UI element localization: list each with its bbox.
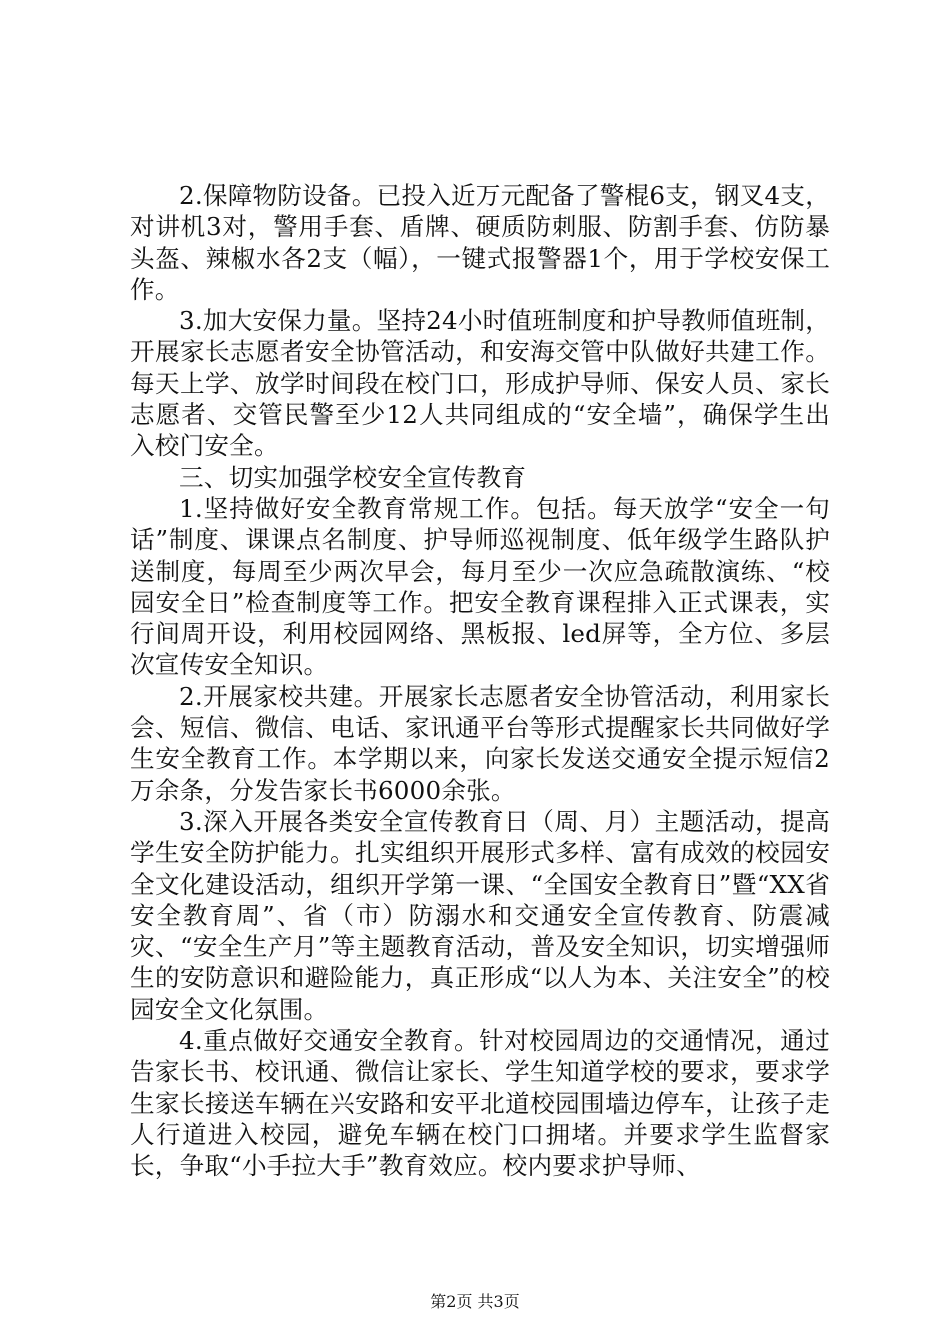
paragraph-security-staffing: 3.加大安保力量。坚持24小时值班制度和护导教师值班制，开展家长志愿者安全协管活动，和安海交管中队做好共建工作。每天上学、放学时间段在校门口，形成护导师、保安人员、家长志愿者、交管民警至少12人共同组成的“安全墙”，确保学生出入校门安全。: [130, 306, 830, 461]
paragraph-physical-security-equipment: 2.保障物防设备。已投入近万元配备了警棍6支，钢叉4支，对讲机3对，警用手套、盾牌、硬质防刺服、防割手套、仿防暴头盔、辣椒水各2支（幅），一键式报警器1个，用于学校安保工作。: [130, 181, 830, 304]
paragraph-home-school-cooperation: 2.开展家校共建。开展家长志愿者安全协管活动，利用家长会、短信、微信、电话、家讯通平台等形式提醒家长共同做好学生安全教育工作。本学期以来，向家长发送交通安全提示短信2万余条，分发告家长书6000余张。: [130, 681, 830, 805]
document-body: [130, 180, 830, 1182]
paragraph-routine-safety-education: 1.坚持做好安全教育常规工作。包括。每天放学“安全一句话”制度、课课点名制度、护导师巡视制度、低年级学生路队护送制度，每周至少两次早会，每月至少一次应急疏散演练、“校园安全日”检查制度等工作。把安全教育课程排入正式课表，实行间周开设，利用校园网络、黑板报、led屏等，全方位、多层次宣传安全知识。: [130, 493, 830, 680]
page-footer: 第2页 共3页: [430, 1292, 520, 1311]
paragraph-traffic-safety-education: 4.重点做好交通安全教育。针对校园周边的交通情况，通过告家长书、校讯通、微信让家长、学生知道学校的要求，要求学生家长接送车辆在兴安路和安平北道校园围墙边停车，让孩子走人行道进入校园，避免车辆在校门口拥堵。并要求学生监督家长，争取“小手拉大手”教育效应。校内要求护导师、: [130, 1026, 830, 1181]
section-heading-safety-education: 三、切实加强学校安全宣传教育: [179, 462, 527, 492]
paragraph-theme-activities: 3.深入开展各类安全宣传教育日（周、月）主题活动，提高学生安全防护能力。扎实组织开展形式多样、富有成效的校园安全文化建设活动，组织开学第一课、“全国安全教育日”暨“XX省安全教育周”、省（市）防溺水和交通安全宣传教育、防震减灾、“安全生产月”等主题教育活动，普及安全知识，切实增强师生的安防意识和避险能力，真正形成“以人为本、关注安全”的校园安全文化氛围。: [130, 806, 830, 1024]
